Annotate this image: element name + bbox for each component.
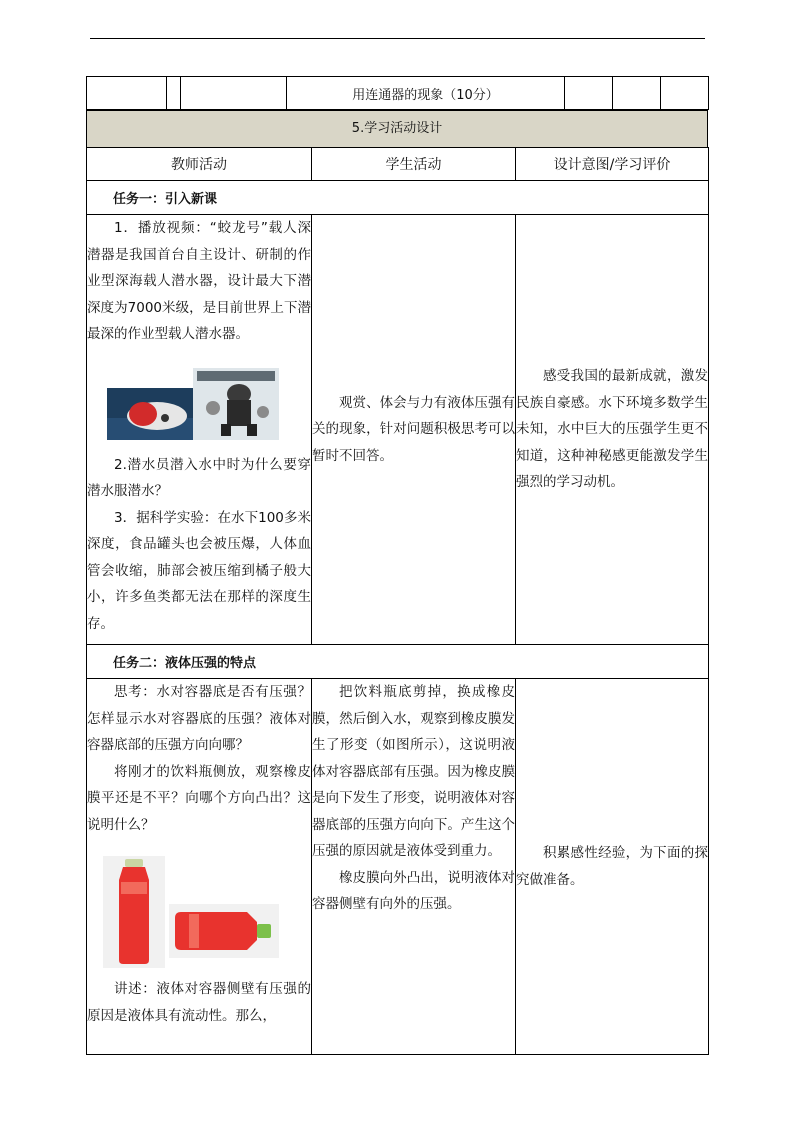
empty-cell [661, 77, 709, 110]
task2-teacher-cell [87, 679, 312, 1055]
task2-student-p1: 把饮料瓶底剪掉，换成橡皮膜，然后倒入水，观察到橡皮膜发生了形变（如图所示），这说明液体对容器底部有压强。因为橡皮膜是向下发生了形变，说明液体对容器底部的压强方向向下。产生这个压强的原因就是液体受到重力。 [312, 684, 515, 859]
task1-intent-text: 感受我国的最新成就，激发民族自豪感。水下环境多数学生未知，水中巨大的压强学生更不知道，这种神秘感更能激发学生强烈的学习动机。 [516, 368, 708, 491]
task1-student-cell [312, 215, 516, 645]
column-headers [87, 148, 709, 181]
task1-content-row [87, 215, 709, 645]
task1-intent-cell [516, 215, 709, 645]
task2-intent-cell [516, 679, 709, 1055]
empty-cell [181, 77, 287, 110]
task2-student-cell [312, 679, 516, 1055]
task2-content-row [87, 679, 709, 1055]
sideways-bottle-photo [169, 904, 279, 958]
header-student: 学生活动 [312, 148, 516, 181]
activity-table [86, 147, 709, 1055]
previous-section-row [86, 76, 709, 110]
task1-teacher-p1: 1．播放视频：“蛟龙号”载人深潜器是我国首台自主设计、研制的作业型深海载人潜水器，设计最大下潜深度为7000米级，是目前世界上下潜最深的作业型载人潜水器。 [87, 220, 311, 342]
task2-teacher-p2: 将刚才的饮料瓶侧放，观察橡皮膜平还是不平？向哪个方向凸出？这说明什么？ [87, 763, 311, 833]
task1-heading: 任务一：引入新课 [87, 181, 709, 215]
task2-intent-text: 积累感性经验，为下面的探究做准备。 [516, 845, 708, 888]
task2-teacher-p1: 思考：水对容器底是否有压强？怎样显示水对容器底的压强？液体对容器底部的压强方向向哪？ [87, 684, 311, 753]
submersible-photo [107, 388, 193, 440]
task1-teacher-cell [87, 215, 312, 645]
task1-student-text: 观赏、体会与力有液体压强有关的现象，针对问题积极思考可以暂时不回答。 [312, 394, 515, 464]
task1-row [87, 181, 709, 215]
activity-title: 用连通器的现象（10分） [287, 77, 565, 110]
header-intent: 设计意图/学习评价 [516, 148, 709, 181]
empty-cell [87, 77, 167, 110]
upright-bottle-photo [103, 856, 165, 968]
task2-student-p2: 橡皮膜向外凸出，说明液体对容器侧壁有向外的压强。 [312, 869, 515, 912]
empty-cell [167, 77, 181, 110]
empty-cell [565, 77, 613, 110]
header-teacher: 教师活动 [87, 148, 312, 181]
task2-teacher-p3: 讲述：液体对容器侧壁有压强的原因是液体具有流动性。那么， [87, 981, 311, 1024]
section-title: 5.学习活动设计 [86, 110, 708, 147]
bottle-photos [87, 856, 311, 972]
empty-cell [613, 77, 661, 110]
task2-row [87, 645, 709, 679]
task2-heading: 任务二：液体压强的特点 [87, 645, 709, 679]
task1-teacher-p2: 2.潜水员潜入水中时为什么要穿潜水服潜水？ [87, 456, 311, 499]
header-rule [90, 38, 705, 39]
diver-photo [193, 368, 279, 440]
task1-teacher-p3: 3．据科学实验：在水下100多米深度，食品罐头也会被压爆，人体血管会收缩，肺部会被压缩到橘子般大小，许多鱼类都无法在那样的深度生存。 [87, 509, 311, 632]
jiaolong-photos [87, 368, 311, 448]
